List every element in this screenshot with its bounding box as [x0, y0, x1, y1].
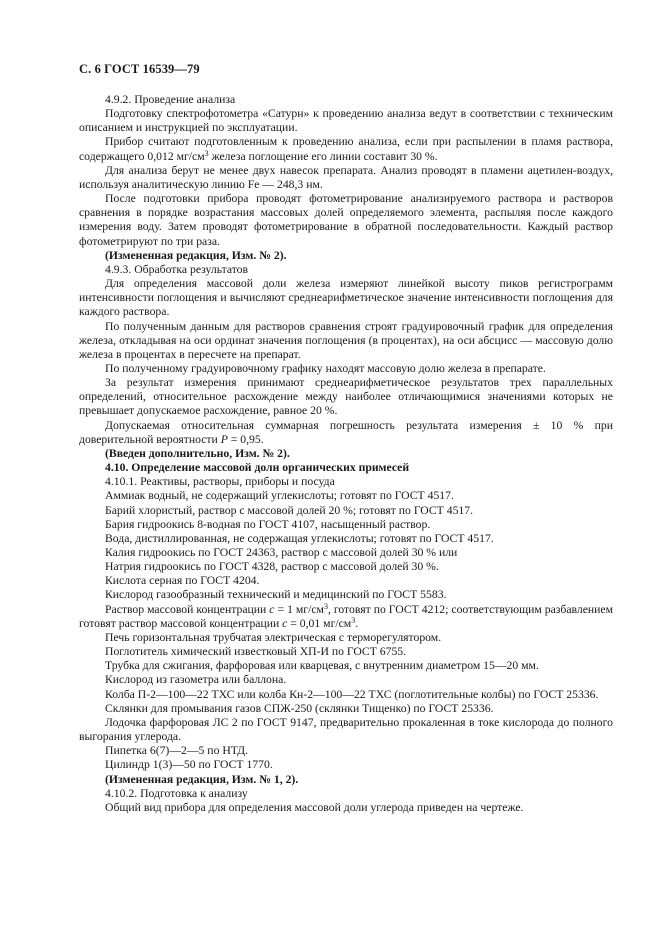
reagent-item: Вода, дистиллированная, не содержащая углекислоты; готовят по ГОСТ 4517. [105, 531, 494, 545]
equipment-item: Трубка для сжигания, фарфоровая или кварцевая, с внутренним диаметром 15—20 мм. [105, 659, 539, 673]
section-4-10-1-title: 4.10.1. Реактивы, растворы, приборы и посуда [105, 475, 335, 489]
paragraph: Общий вид прибора для определения массовой доли углерода приведен на чертеже. [105, 800, 524, 814]
section-4-9-2-title: 4.9.2. Проведение анализа [105, 93, 236, 106]
equipment-item: Печь горизонтальная трубчатая электрическая с терморегулятором. [105, 630, 442, 644]
reagent-item: Раствор массовой концентрации c = 1 $мг/см^3$, готовят по ГОСТ 4212; соответствующим разбавлением готовят раствор массовой концентрации c = 0,01 $мг/см^3$. [79, 601, 613, 630]
paragraph: Для анализа берут не менее двух навесок препарата. Анализ проводят в пламени ацетилен-воздух, используя аналитическую линию Fe — 248,3 нм. [79, 163, 613, 191]
paragraph: Для определения массовой доли железа измеряют линейкой высоту пиков регистрограмм интенсивности поглощения и вычисляют среднеарифметическое значение интенсивности поглощения для каждого раствора. [79, 277, 613, 319]
reagent-item: Аммиак водный, не содержащий углекислоты; готовят по ГОСТ 4517. [105, 489, 454, 503]
amendment-note: (Измененная редакция, Изм. № 2). [105, 248, 287, 262]
reagent-item: Кислород газообразный технический и медицинский по ГОСТ 5583. [105, 588, 447, 602]
section-4-9-3-title: 4.9.3. Обработка результатов [105, 262, 249, 276]
reagent-item: Бария гидроокись 8-водная по ГОСТ 4107, насыщенный раствор. [105, 517, 431, 531]
equipment-item: Лодочка фарфоровая ЛС 2 по ГОСТ 9147, предварительно прокаленная в токе кислорода до полного выгорания углерода. [79, 715, 613, 744]
equipment-item: Кислород из газометра или баллона. [105, 673, 287, 687]
amendment-note: (Измененная редакция, Изм. № 1, 2). [105, 772, 299, 786]
paragraph: По полученным данным для растворов сравнения строят градуировочный график для определения железа, откладывая на оси ординат значения поглощения (в процентах), на оси абсцисс — массовую долю железа в процентах в пересчете на препарат. [79, 319, 613, 361]
reagent-item: Кислота серная по ГОСТ 4204. [105, 574, 260, 588]
paragraph: По полученному градуировочному графику находят массовую долю железа в препарате. [105, 361, 546, 375]
paragraph: После подготовки прибора проводят фотометрирование анализируемого раствора и растворов сравнения в порядке возрастания массовых долей определяемого элемента, распыляя после каждого измерения воду. Затем проводят фотометрирование в обратной последовательности. Каждый раствор фотометрируют по три раза. [79, 192, 613, 248]
equipment-item: Колба П-2—100—22 ТХС или колба Кн-2—100—22 ТХС (поглотительные колбы) по ГОСТ 25336. [105, 687, 599, 701]
section-4-10-heading: 4.10. Определение массовой доли органических примесей [105, 461, 410, 475]
equipment-item: Склянки для промывания газов СПЖ-250 (склянки Тищенко) по ГОСТ 25336. [105, 701, 494, 715]
equipment-item: Цилиндр 1(3)—50 по ГОСТ 1770. [105, 758, 273, 772]
section-4-10-2-title: 4.10.2. Подготовка к анализу [105, 786, 248, 800]
paragraph: Прибор считают подготовленным к проведению анализа, если при распылении в пламя раствора, содержащего 0,012 $мг/см^3$ железа поглощение его линии составит 30 %. [79, 135, 613, 163]
page-header: С. 6 ГОСТ 16539—79 [79, 62, 200, 76]
paragraph: За результат измерения принимают среднеарифметическое результатов трех параллельных определений, относительное расхождение между наиболее отличающимися значениями которых не превышает допускаемое расхождение, равное 20 %. [79, 376, 613, 418]
amendment-note: (Введен дополнительно, Изм. № 2). [105, 446, 290, 460]
document-body [79, 93, 613, 815]
reagent-item: Калия гидроокись по ГОСТ 24363, раствор с массовой долей 30 % или [105, 546, 458, 559]
equipment-item: Поглотитель химический известковый ХП-И по ГОСТ 6755. [105, 645, 407, 659]
equipment-item: Пипетка 6(7)—2—5 по НТД. [105, 744, 249, 758]
reagent-item: Натрия гидроокись по ГОСТ 4328, раствор с массовой долей 30 %. [105, 560, 439, 574]
reagent-item: Барий хлористый, раствор с массовой долей 20 %; готовят по ГОСТ 4517. [105, 503, 474, 517]
paragraph: Подготовку спектрофотометра «Сатурн» к проведению анализа ведут в соответствии с техническим описанием и инструкцией по эксплуатации. [79, 107, 613, 135]
paragraph: Допускаемая относительная суммарная погрешность результата измерения ± 10 % при доверительной вероятности P = 0,95. [79, 418, 613, 446]
